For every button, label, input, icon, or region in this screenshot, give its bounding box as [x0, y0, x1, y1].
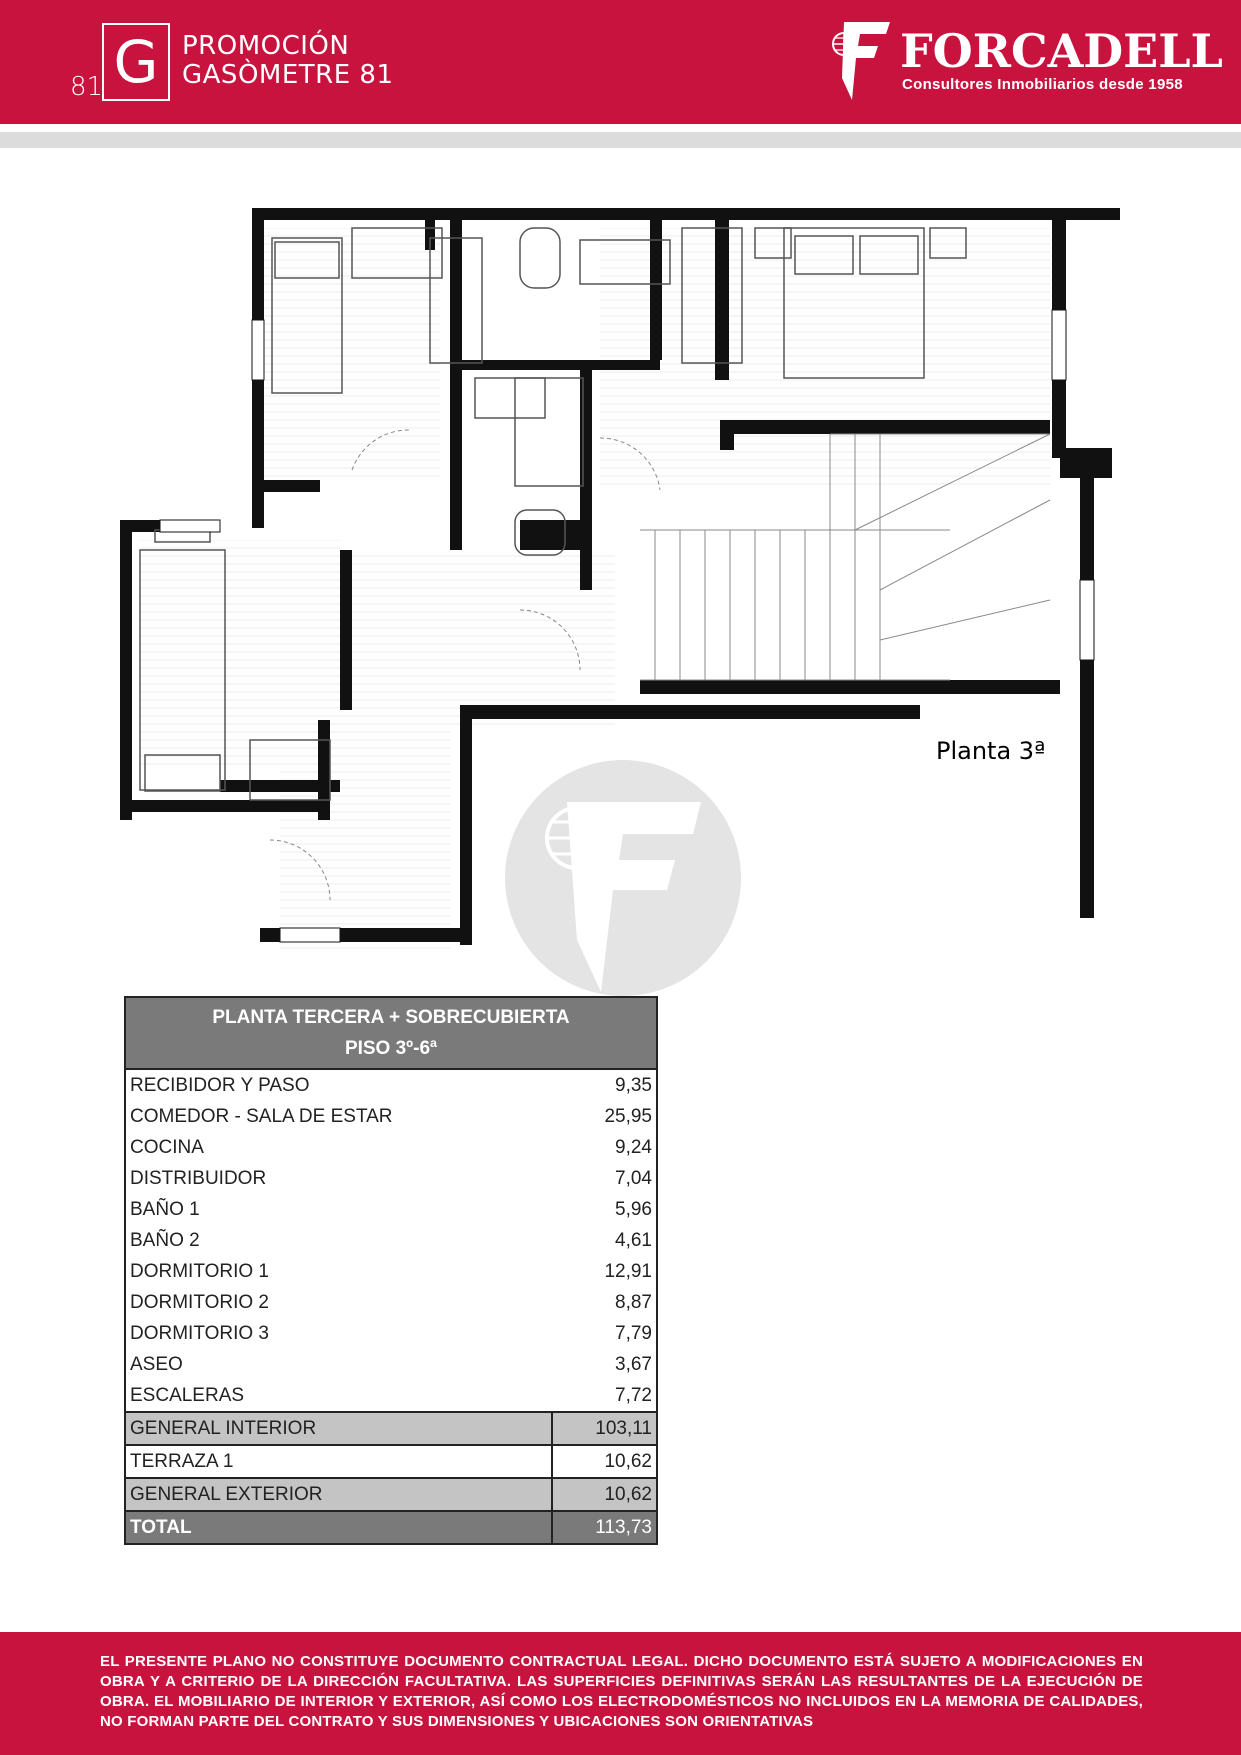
- table-row: [125, 1132, 657, 1163]
- general-exterior-value: 10,62: [552, 1478, 657, 1511]
- forcadell-watermark-icon: [505, 760, 741, 996]
- room-area: 3,67: [552, 1349, 657, 1380]
- room-label: DORMITORIO 3: [125, 1318, 552, 1349]
- header-divider: [0, 132, 1241, 148]
- table-row: [125, 1349, 657, 1380]
- room-area: 9,24: [552, 1132, 657, 1163]
- table-row: [125, 1225, 657, 1256]
- room-area: 7,72: [552, 1380, 657, 1412]
- total-value: 113,73: [552, 1511, 657, 1544]
- room-area: 9,35: [552, 1069, 657, 1101]
- table-row: [125, 1069, 657, 1101]
- forcadell-logo: [830, 20, 1223, 104]
- table-row: [125, 1287, 657, 1318]
- promo-title-line1: PROMOCIÓN: [182, 31, 350, 61]
- table-title-line2: PISO 3º-6ª: [125, 1033, 657, 1069]
- room-label: ASEO: [125, 1349, 552, 1380]
- general-exterior-label: GENERAL EXTERIOR: [125, 1478, 552, 1511]
- terraza-row: [125, 1445, 657, 1478]
- room-label: DORMITORIO 2: [125, 1287, 552, 1318]
- room-area: 7,04: [552, 1163, 657, 1194]
- table-row: [125, 1380, 657, 1412]
- terraza-label: TERRAZA 1: [125, 1445, 552, 1478]
- room-label: BAÑO 1: [125, 1194, 552, 1225]
- general-exterior-row: [125, 1478, 657, 1511]
- table-row: [125, 1163, 657, 1194]
- room-label: COCINA: [125, 1132, 552, 1163]
- promo-title: [182, 32, 394, 90]
- general-interior-label: GENERAL INTERIOR: [125, 1412, 552, 1445]
- promocion-logo: [68, 22, 398, 106]
- promo-title-line2: GASÒMETRE 81: [182, 60, 394, 90]
- room-label: COMEDOR - SALA DE ESTAR: [125, 1101, 552, 1132]
- general-interior-value: 103,11: [552, 1412, 657, 1445]
- room-label: BAÑO 2: [125, 1225, 552, 1256]
- room-area: 25,95: [552, 1101, 657, 1132]
- room-label: DORMITORIO 1: [125, 1256, 552, 1287]
- promo-number: 81: [70, 72, 104, 102]
- header-bar: [0, 0, 1241, 124]
- room-label: ESCALERAS: [125, 1380, 552, 1412]
- total-label: TOTAL: [125, 1511, 552, 1544]
- room-label: DISTRIBUIDOR: [125, 1163, 552, 1194]
- promo-letter: G: [113, 28, 159, 96]
- room-area: 12,91: [552, 1256, 657, 1287]
- forcadell-emblem-icon: [830, 20, 892, 102]
- room-area: 4,61: [552, 1225, 657, 1256]
- table-title-row: [125, 997, 657, 1033]
- room-area: 5,96: [552, 1194, 657, 1225]
- legal-disclaimer: EL PRESENTE PLANO NO CONSTITUYE DOCUMENTO CONTRACTUAL LEGAL. DICHO DOCUMENTO ESTÁ SUJETO A MODIFICACIONES EN OBRA Y A CRITERIO DE LA DIRECCIÓN FACULTATIVA. LAS SUPERFICIES DEFINITIVAS SERÁN LAS RESULTANTES DE LA EJECUCIÓN DE OBRA. EL MOBILIARIO DE INTERIOR Y EXTERIOR, ASÍ COMO LOS ELECTRODOMÉSTICOS NO INCLUIDOS EN LA MEMORIA DE CALIDADES, NO FORMAN PARTE DEL CONTRATO Y SUS DIMENSIONES Y UBICACIONES SON ORIENTATIVAS: [100, 1653, 1143, 1730]
- room-label: RECIBIDOR Y PASO: [125, 1069, 552, 1101]
- plan-floor-label: Planta 3ª: [936, 737, 1046, 765]
- total-row: [125, 1511, 657, 1544]
- areas-table: [124, 996, 658, 1545]
- table-row: [125, 1194, 657, 1225]
- terraza-value: 10,62: [552, 1445, 657, 1478]
- table-subtitle-row: [125, 1033, 657, 1069]
- table-row: [125, 1101, 657, 1132]
- brand-name: FORCADELL: [900, 24, 1223, 78]
- general-interior-row: [125, 1412, 657, 1445]
- table-row: [125, 1318, 657, 1349]
- brand-tagline: Consultores Inmobiliarios desde 1958: [902, 76, 1183, 93]
- table-title-line1: PLANTA TERCERA + SOBRECUBIERTA: [125, 997, 657, 1033]
- room-area: 8,87: [552, 1287, 657, 1318]
- room-area: 7,79: [552, 1318, 657, 1349]
- table-row: [125, 1256, 657, 1287]
